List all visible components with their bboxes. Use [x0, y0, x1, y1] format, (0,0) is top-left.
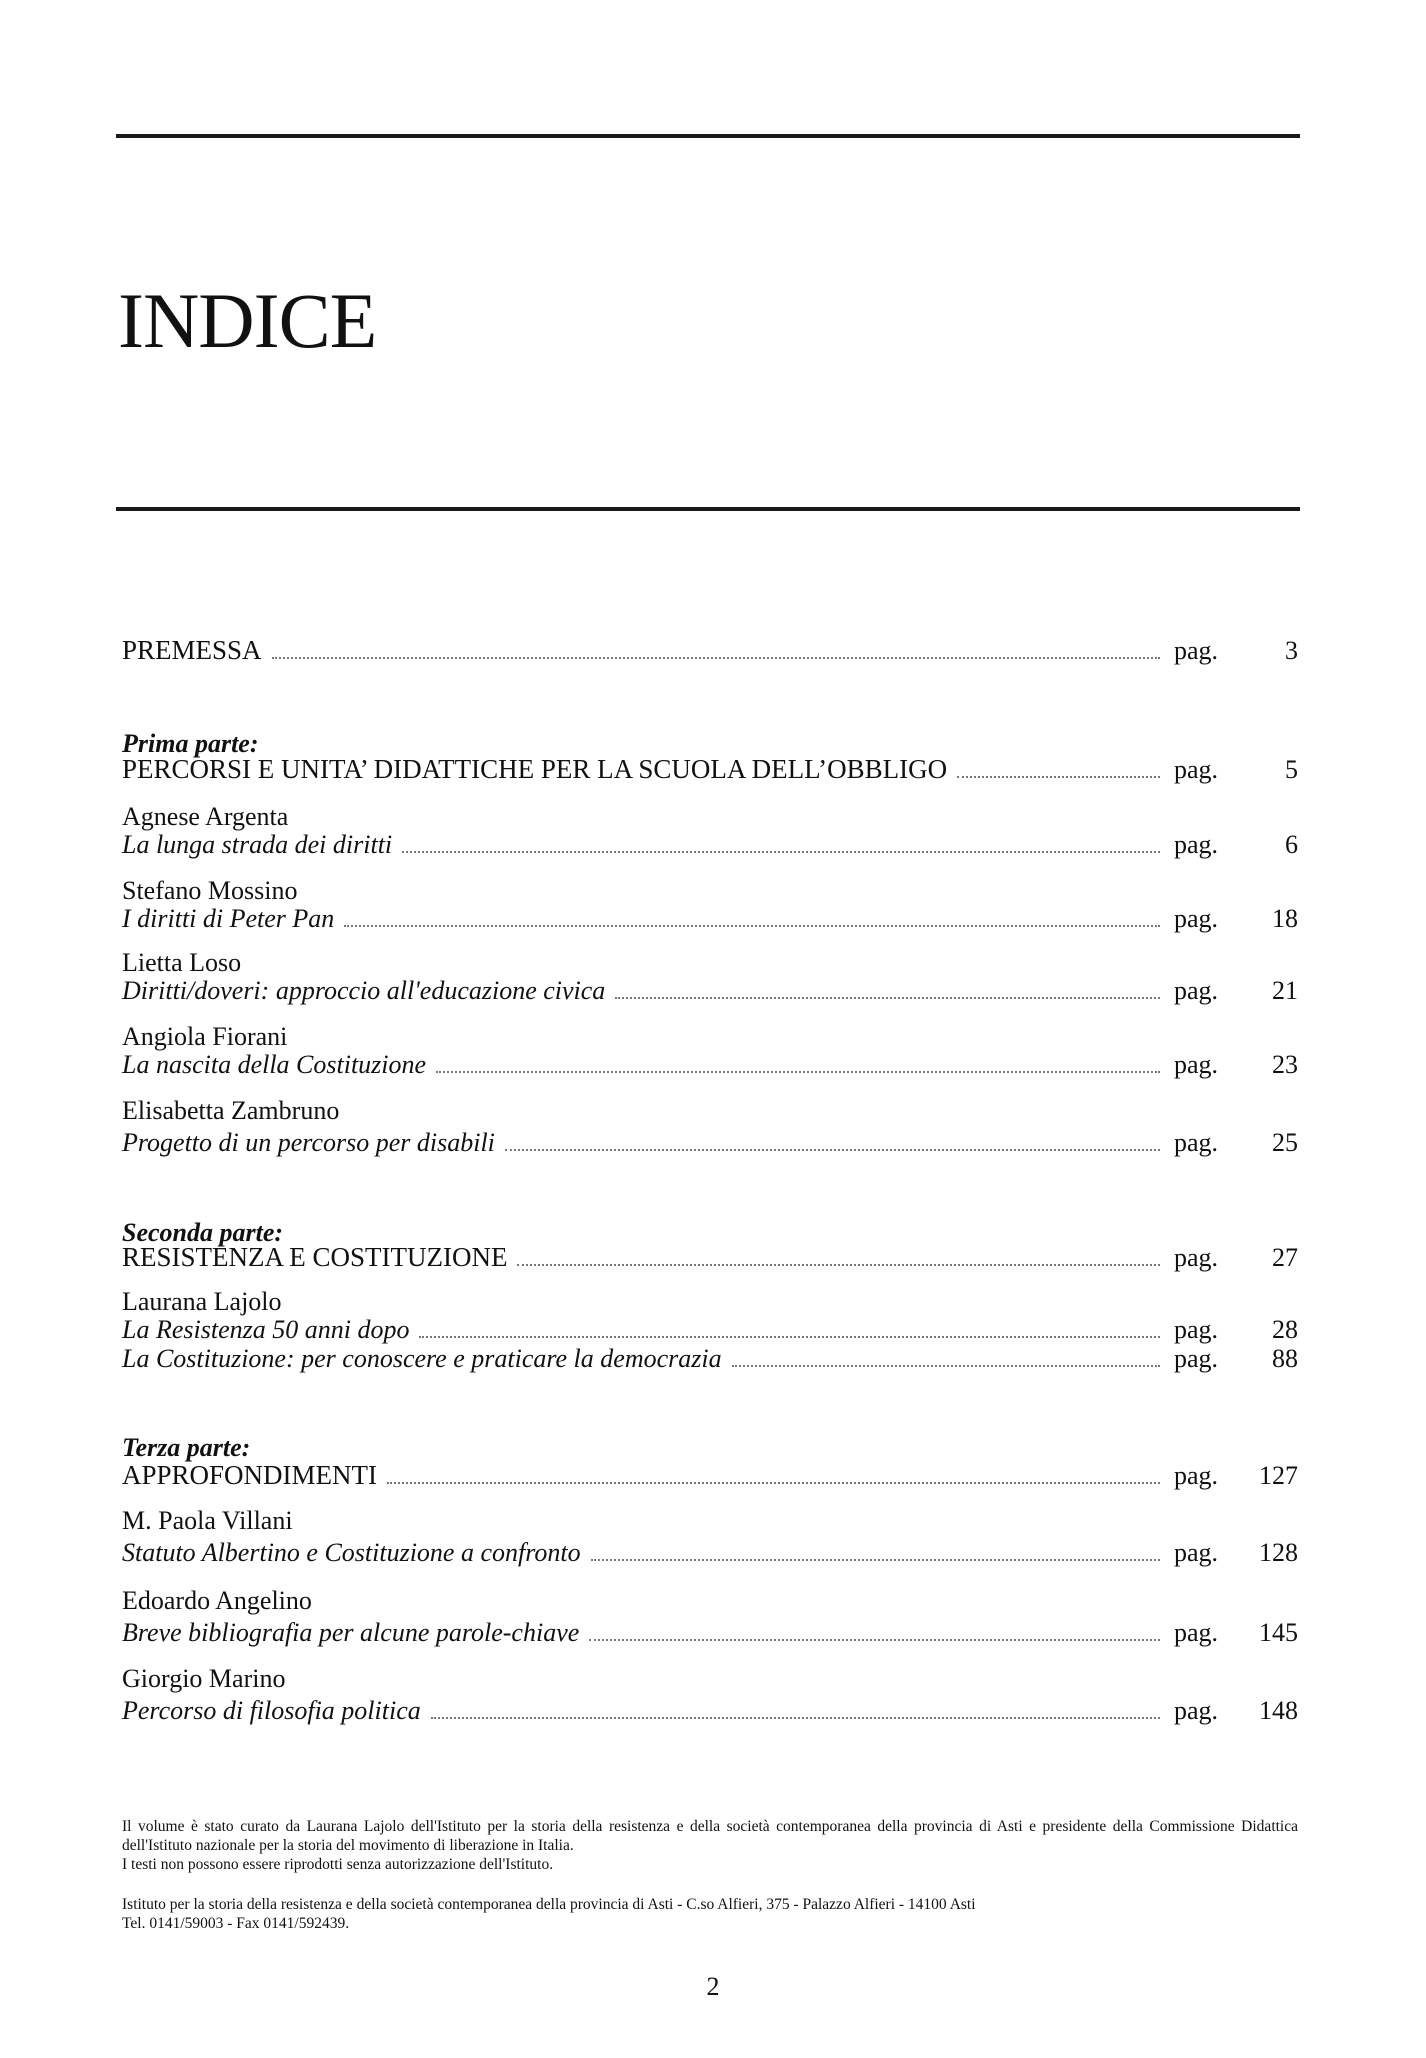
toc-heading: PREMESSA — [122, 635, 262, 665]
entry-title: I diritti di Peter Pan — [122, 904, 335, 933]
entry-author: Angiola Fiorani — [122, 1022, 288, 1051]
leader-dots — [589, 1638, 1160, 1641]
entry-title: Percorso di filosofia politica — [122, 1696, 421, 1725]
title-bottom-rule — [116, 507, 1300, 511]
toc-line[interactable] — [122, 974, 1298, 1008]
toc-line[interactable] — [122, 1240, 1298, 1274]
toc-entry — [122, 1616, 1298, 1650]
leader-dots — [272, 656, 1160, 659]
page-label: pag. — [1174, 1461, 1219, 1490]
page-ref: 27 — [1272, 1243, 1298, 1272]
toc-part-1 — [122, 752, 1298, 786]
page-number: 2 — [706, 1972, 720, 2001]
leader-dots — [591, 1558, 1160, 1561]
page-ref: 127 — [1259, 1461, 1298, 1490]
toc-line[interactable] — [122, 1536, 1298, 1570]
toc-entry — [122, 1126, 1298, 1160]
entry-title: La Resistenza 50 anni dopo — [122, 1315, 410, 1344]
page-ref: 3 — [1285, 636, 1298, 665]
part-label: Prima parte: — [122, 729, 259, 758]
toc-line[interactable] — [122, 1458, 1298, 1492]
toc-entry — [122, 902, 1298, 936]
page-ref: 145 — [1259, 1618, 1298, 1647]
page-title: INDICE — [118, 277, 377, 364]
toc-line[interactable] — [122, 1616, 1298, 1650]
entry-author: Elisabetta Zambruno — [122, 1096, 340, 1125]
toc-line[interactable] — [122, 633, 1298, 667]
page-ref: 25 — [1272, 1128, 1298, 1157]
entry-title: La Costituzione: per conoscere e praticare la democrazia — [122, 1344, 722, 1373]
toc-entry — [122, 1536, 1298, 1570]
entry-author: Edoardo Angelino — [122, 1586, 312, 1615]
toc-line[interactable] — [122, 1048, 1298, 1082]
leader-dots — [732, 1364, 1160, 1367]
page-ref: 23 — [1272, 1050, 1298, 1079]
toc-entry — [122, 828, 1298, 862]
entry-author: Agnese Argenta — [122, 802, 289, 831]
leader-dots — [505, 1148, 1160, 1151]
page-label: pag. — [1174, 1243, 1219, 1272]
page-label: pag. — [1174, 976, 1219, 1005]
toc-line[interactable] — [122, 752, 1298, 786]
page-ref: 5 — [1285, 755, 1298, 784]
toc-part-2 — [122, 1240, 1298, 1274]
toc-line[interactable] — [122, 1342, 1298, 1376]
page-label: pag. — [1174, 830, 1219, 859]
entry-title: Statuto Albertino e Costituzione a confronto — [122, 1538, 581, 1567]
page-label: pag. — [1174, 1696, 1219, 1725]
page-label: pag. — [1174, 636, 1219, 665]
toc-heading: RESISTENZA E COSTITUZIONE — [122, 1242, 508, 1272]
entry-title: La lunga strada dei diritti — [122, 830, 393, 859]
leader-dots — [436, 1070, 1160, 1073]
page-ref: 148 — [1259, 1696, 1298, 1725]
toc-line[interactable] — [122, 828, 1298, 862]
toc-line[interactable] — [122, 1694, 1298, 1728]
toc-entry — [122, 1342, 1298, 1376]
entry-title: Breve bibliografia per alcune parole-chiave — [122, 1618, 580, 1647]
editor-note — [122, 1817, 1298, 1874]
page-ref: 21 — [1272, 976, 1298, 1005]
page-ref: 128 — [1259, 1538, 1298, 1567]
page-ref: 6 — [1285, 830, 1298, 859]
entry-author: M. Paola Villani — [122, 1506, 293, 1535]
page-ref: 28 — [1272, 1315, 1298, 1344]
toc-entry — [122, 1048, 1298, 1082]
entry-title: La nascita della Costituzione — [122, 1050, 427, 1079]
copyright-note: I testi non possono essere riprodotti senza autorizzazione dell'Istituto. — [122, 1856, 554, 1873]
entry-title: Progetto di un percorso per disabili — [122, 1128, 495, 1157]
leader-dots — [387, 1481, 1160, 1484]
leader-dots — [957, 775, 1160, 778]
page-label: pag. — [1174, 1344, 1219, 1373]
page-label: pag. — [1174, 1128, 1219, 1157]
top-rule — [116, 134, 1300, 138]
page-label: pag. — [1174, 1618, 1219, 1647]
leader-dots — [419, 1335, 1160, 1338]
toc-entry — [122, 1694, 1298, 1728]
toc-entry — [122, 974, 1298, 1008]
toc-line[interactable] — [122, 1126, 1298, 1160]
toc-part-3 — [122, 1458, 1298, 1492]
part-label: Terza parte: — [122, 1433, 251, 1462]
toc-heading: PERCORSI E UNITA’ DIDATTICHE PER LA SCUOLA DELL’OBBLIGO — [122, 754, 948, 784]
entry-author: Stefano Mossino — [122, 876, 298, 905]
leader-dots — [431, 1716, 1160, 1719]
page-label: pag. — [1174, 1050, 1219, 1079]
page-label: pag. — [1174, 1315, 1219, 1344]
leader-dots — [402, 850, 1160, 853]
toc-line[interactable] — [122, 902, 1298, 936]
part-label: Seconda parte: — [122, 1218, 284, 1247]
leader-dots — [344, 924, 1160, 927]
leader-dots — [517, 1263, 1160, 1266]
page-label: pag. — [1174, 1538, 1219, 1567]
curatela-note: Il volume è stato curato da Laurana Lajolo dell'Istituto per la storia della resistenza e della società contemporanea della provincia di Asti e presidente della Commissione Didattica dell'Istituto nazionale per la storia del movimento di liberazione in Italia. — [122, 1818, 1298, 1854]
page-label: pag. — [1174, 755, 1219, 784]
page-ref: 88 — [1272, 1344, 1298, 1373]
toc-premessa — [122, 633, 1298, 667]
address-text: Istituto per la storia della resistenza e della società contemporanea della provincia di Asti - C.so Alfieri, 375 - Palazzo Alfieri - 14100 Asti — [122, 1896, 976, 1913]
address-note — [122, 1895, 1298, 1933]
entry-author: Giorgio Marino — [122, 1664, 286, 1693]
entry-author: Laurana Lajolo — [122, 1287, 282, 1316]
toc-heading: APPROFONDIMENTI — [122, 1460, 378, 1490]
page-ref: 18 — [1272, 904, 1298, 933]
leader-dots — [615, 996, 1160, 999]
contact-text: Tel. 0141/59003 - Fax 0141/592439. — [122, 1915, 350, 1932]
entry-author: Lietta Loso — [122, 948, 242, 977]
page-label: pag. — [1174, 904, 1219, 933]
entry-title: Diritti/doveri: approccio all'educazione civica — [122, 976, 606, 1005]
